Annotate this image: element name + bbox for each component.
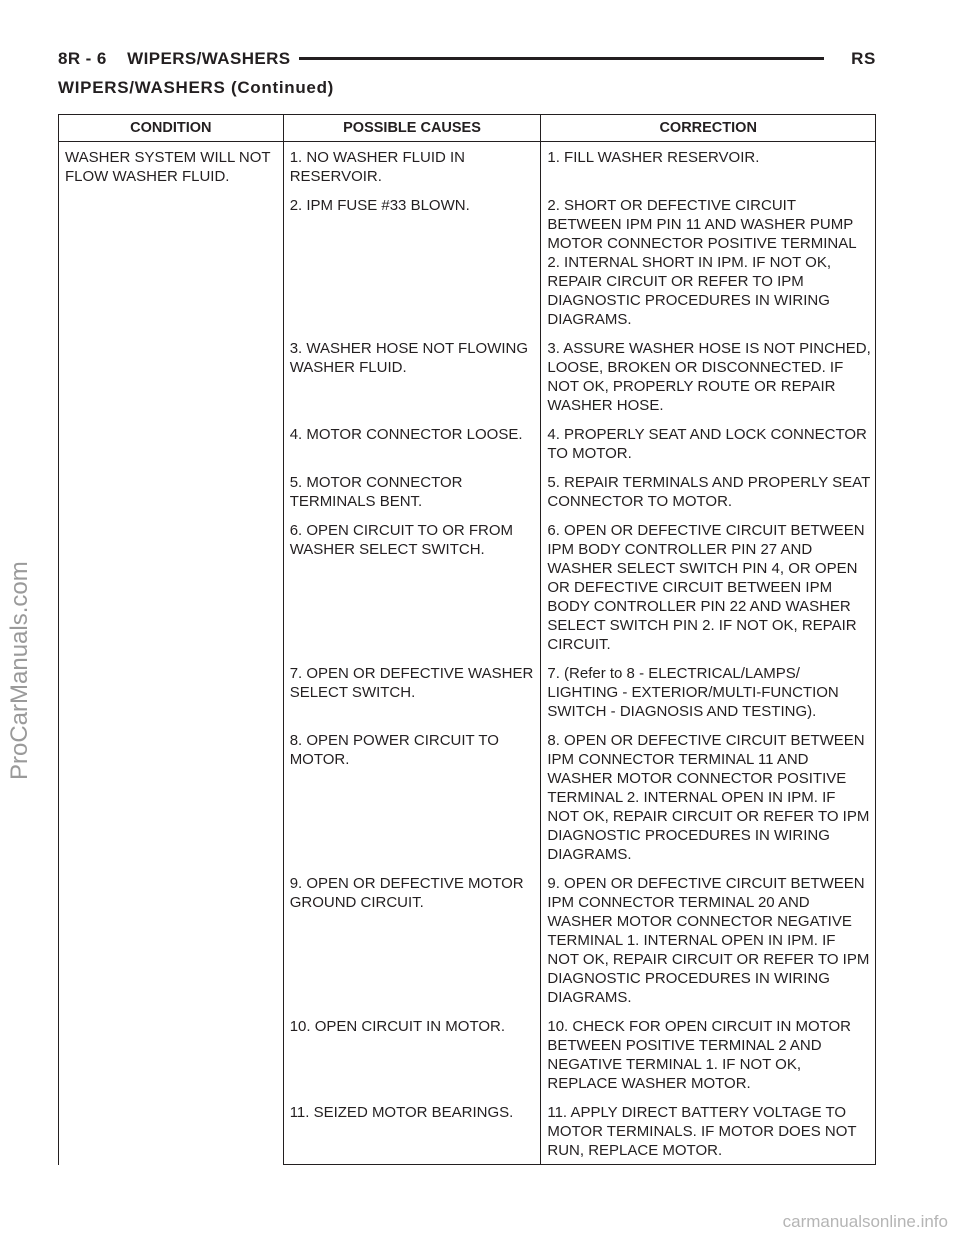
cause-text: 9. OPEN OR DEFECTIVE MOTOR GROUND CIRCUIT. bbox=[289, 875, 524, 911]
cause-text: 5. MOTOR CONNECTOR TERMINALS BENT. bbox=[289, 474, 463, 510]
cause-text: 10. OPEN CIRCUIT IN MOTOR. bbox=[289, 1018, 505, 1035]
correction-text: 7. (Refer to 8 - ELECTRICAL/LAMPS/ LIGHTING - EXTERIOR/MULTI-FUNCTION SWITCH - DIAGNOSIS AND TESTING). bbox=[547, 665, 839, 720]
correction-text: 8. OPEN OR DEFECTIVE CIRCUIT BETWEEN IPM CONNECTOR TERMINAL 11 AND WASHER MOTOR CONNECTOR POSITIVE TERMINAL 2. INTERNAL OPEN IN IPM. IF NOT OK, REPAIR CIRCUIT OR REFER TO IPM DIAGNOSTIC PROCEDURES IN WIRING DIAGRAMS. bbox=[547, 732, 870, 863]
column-header-condition: CONDITION bbox=[59, 115, 284, 142]
cause-text: 6. OPEN CIRCUIT TO OR FROM WASHER SELECT SWITCH. bbox=[289, 522, 514, 558]
correction-cell bbox=[541, 333, 876, 419]
page-header bbox=[58, 48, 876, 72]
cause-text: 7. OPEN OR DEFECTIVE WASHER SELECT SWITCH. bbox=[289, 665, 534, 701]
correction-cell bbox=[541, 1011, 876, 1097]
cause-text: 11. SEIZED MOTOR BEARINGS. bbox=[289, 1104, 514, 1121]
cause-cell bbox=[283, 333, 541, 419]
correction-cell bbox=[541, 467, 876, 515]
correction-cell bbox=[541, 142, 876, 191]
condition-cell bbox=[59, 142, 284, 1165]
correction-cell bbox=[541, 1097, 876, 1165]
cause-cell bbox=[283, 1097, 541, 1165]
column-header-correction: CORRECTION bbox=[541, 115, 876, 142]
correction-text: 11. APPLY DIRECT BATTERY VOLTAGE TO MOTOR TERMINALS. IF MOTOR DOES NOT RUN, REPLACE MOTOR. bbox=[547, 1104, 857, 1159]
cause-cell bbox=[283, 142, 541, 191]
cause-text: 1. NO WASHER FLUID IN RESERVOIR. bbox=[289, 149, 465, 185]
column-header-possible-causes: POSSIBLE CAUSES bbox=[283, 115, 541, 142]
side-watermark: ProCarManuals.com bbox=[6, 561, 33, 780]
section-title: WIPERS/WASHERS (Continued) bbox=[58, 78, 335, 97]
cause-cell bbox=[283, 658, 541, 725]
correction-cell bbox=[541, 868, 876, 1011]
table-row bbox=[59, 142, 876, 191]
cause-text: 2. IPM FUSE #33 BLOWN. bbox=[289, 197, 470, 214]
page-label: 8R - 6 WIPERS/WASHERS bbox=[58, 49, 299, 69]
header-rule bbox=[254, 57, 824, 60]
cause-text: 4. MOTOR CONNECTOR LOOSE. bbox=[289, 426, 523, 443]
cause-cell bbox=[283, 190, 541, 333]
cause-cell bbox=[283, 515, 541, 658]
table-body bbox=[59, 142, 876, 1165]
bottom-watermark: carmanualsonline.info bbox=[782, 1212, 948, 1231]
correction-cell bbox=[541, 419, 876, 467]
correction-cell bbox=[541, 515, 876, 658]
cause-cell bbox=[283, 725, 541, 868]
correction-text: 5. REPAIR TERMINALS AND PROPERLY SEAT CONNECTOR TO MOTOR. bbox=[547, 474, 870, 510]
cause-cell bbox=[283, 1011, 541, 1097]
cause-cell bbox=[283, 868, 541, 1011]
correction-cell bbox=[541, 658, 876, 725]
correction-text: 6. OPEN OR DEFECTIVE CIRCUIT BETWEEN IPM BODY CONTROLLER PIN 27 AND WASHER SELECT SWITCH PIN 4, OR OPEN OR DEFECTIVE CIRCUIT BETWEEN IPM BODY CONTROLLER PIN 22 AND WASHER SELECT SWITCH PIN 2. IF NOT OK, REPAIR CIRCUIT. bbox=[547, 522, 865, 653]
cause-cell bbox=[283, 467, 541, 515]
cause-text: 8. OPEN POWER CIRCUIT TO MOTOR. bbox=[289, 732, 499, 768]
edition-code: RS bbox=[851, 49, 876, 68]
cause-cell bbox=[283, 419, 541, 467]
correction-text: 2. SHORT OR DEFECTIVE CIRCUIT BETWEEN IPM PIN 11 AND WASHER PUMP MOTOR CONNECTOR POSITIVE TERMINAL 2. INTERNAL SHORT IN IPM. IF NOT OK, REPAIR CIRCUIT OR REFER TO IPM DIAGNOSTIC PROCEDURES IN WIRING DIAGRAMS. bbox=[547, 197, 857, 328]
cause-text: 3. WASHER HOSE NOT FLOWING WASHER FLUID. bbox=[289, 340, 529, 376]
table-header-row bbox=[59, 115, 876, 142]
correction-cell bbox=[541, 190, 876, 333]
correction-text: 10. CHECK FOR OPEN CIRCUIT IN MOTOR BETWEEN POSITIVE TERMINAL 2 AND NEGATIVE TERMINAL 1. IF NOT OK, REPLACE WASHER MOTOR. bbox=[547, 1018, 852, 1092]
correction-cell bbox=[541, 725, 876, 868]
condition-text: WASHER SYSTEM WILL NOT FLOW WASHER FLUID. bbox=[65, 149, 271, 185]
diagnosis-table bbox=[58, 114, 876, 1165]
correction-text: 1. FILL WASHER RESERVOIR. bbox=[547, 149, 760, 166]
correction-text: 4. PROPERLY SEAT AND LOCK CONNECTOR TO MOTOR. bbox=[547, 426, 867, 462]
correction-text: 3. ASSURE WASHER HOSE IS NOT PINCHED, LOOSE, BROKEN OR DISCONNECTED. IF NOT OK, PROPERLY ROUTE OR REPAIR WASHER HOSE. bbox=[547, 340, 871, 414]
correction-text: 9. OPEN OR DEFECTIVE CIRCUIT BETWEEN IPM CONNECTOR TERMINAL 20 AND WASHER MOTOR CONNECTOR NEGATIVE TERMINAL 1. INTERNAL OPEN IN IPM. IF NOT OK, REPAIR CIRCUIT OR REFER TO IPM DIAGNOSTIC PROCEDURES IN WIRING DIAGRAMS. bbox=[547, 875, 870, 1006]
